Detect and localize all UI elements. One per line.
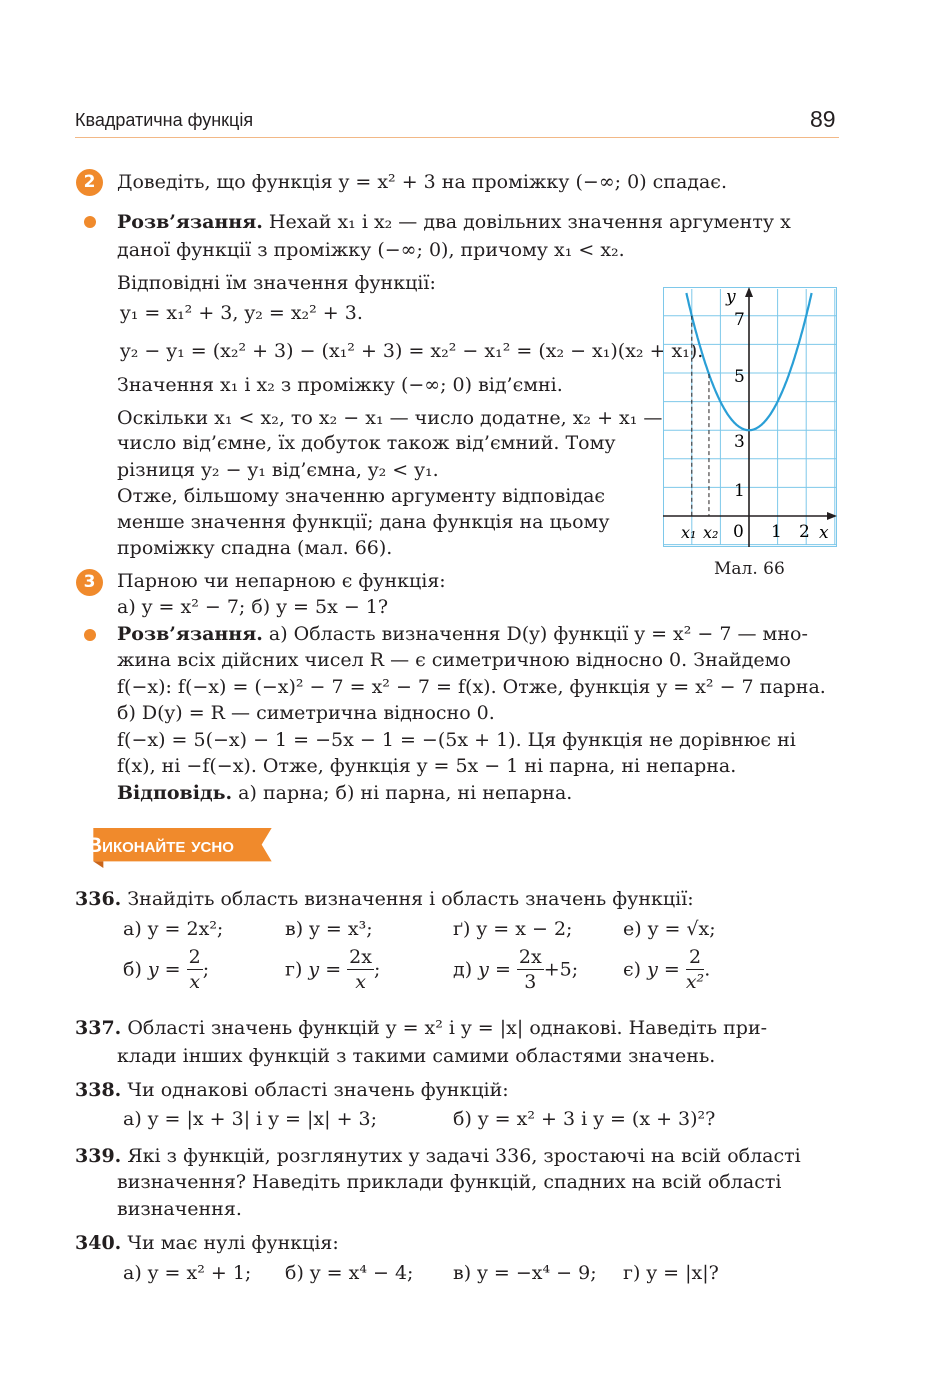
exercise-340-line-1: Чи має нулі функція: xyxy=(127,1232,339,1254)
running-header-title: Квадратична функція xyxy=(75,110,254,130)
solution-line-3: Відповідні їм значення функції: xyxy=(117,272,436,294)
ex336-g-den: x xyxy=(355,971,366,993)
ex336-b-label: б) xyxy=(123,958,142,981)
parabola-figure xyxy=(663,287,837,547)
solution-label: Розв’язання. xyxy=(117,211,263,233)
example-statement: Доведіть, що функція y = x² + 3 на проміжку (−∞; 0) спадає. xyxy=(117,171,727,193)
ex336-v: в) y = x³; xyxy=(285,918,373,940)
ex336-d-den: 3 xyxy=(524,971,537,993)
example3-line-3: f(−x): f(−x) = (−x)² − 7 = x² − 7 = f(x). Отже, функція y = x² − 7 парна. xyxy=(117,676,826,698)
exercise-337 xyxy=(75,1015,767,1041)
example3-statement-1: Парною чи непарною є функція: xyxy=(117,570,446,592)
ex336-g-num: 2x xyxy=(349,946,372,968)
example3-line-5: f(−x) = 5(−x) − 1 = −5x − 1 = −(5x + 1). Ця функція не дорівнює ні xyxy=(117,729,796,751)
ex336-ye-fraction xyxy=(686,945,704,994)
solution-line-7: Оскільки x₁ < x₂, то x₂ − x₁ — число додатне, x₂ + x₁ — xyxy=(117,407,663,429)
ex336-g: г) y = $\frac{2x}{x}$ ; xyxy=(285,946,381,993)
x-tick-1: 1 xyxy=(771,522,782,542)
exercise-number-337: 337. xyxy=(75,1017,122,1039)
ex336-e: е) y = √x; xyxy=(623,918,716,940)
solution-line-9: різниця y₂ − y₁ від’ємна, y₂ < y₁. xyxy=(117,459,439,481)
ex336-b-fraction xyxy=(187,945,203,994)
ex336-ye-label: є) xyxy=(623,958,642,981)
figure-axes xyxy=(663,287,837,547)
y-tick-1: 1 xyxy=(734,481,745,501)
ex336-b-num: 2 xyxy=(188,946,201,968)
exercise-336 xyxy=(75,886,694,912)
ex336-d: д) y = $\frac{2x}{3}$ +5; xyxy=(453,946,579,993)
figure-caption: Мал. 66 xyxy=(714,559,785,579)
ex336-d-tail: +5; xyxy=(543,958,579,981)
solution-line-11: менше значення функції; дана функція на цьому xyxy=(117,511,610,533)
origin-label: 0 xyxy=(733,522,744,542)
solution-text: Нехай x₁ і x₂ — два довільних значення аргументу x xyxy=(268,211,791,233)
ex338-a: а) y = |x + 3| і y = |x| + 3; xyxy=(123,1108,378,1130)
solution-line-1 xyxy=(117,209,791,235)
solution-line-5: y₂ − y₁ = (x₂² + 3) − (x₁² + 3) = x₂² − x₁² = (x₂ − x₁)(x₂ + x₁). xyxy=(120,340,704,362)
ex336-a: а) y = 2x²; xyxy=(123,918,224,940)
ex336-b: б) y = $\frac{2}{x}$ ; xyxy=(123,946,210,993)
exercise-number-339: 339. xyxy=(75,1145,122,1167)
ex340-v: в) y = −x⁴ − 9; xyxy=(453,1262,597,1284)
figure-frame xyxy=(664,288,837,547)
example3-answer xyxy=(117,780,572,806)
solution-line-12: проміжку спадна (мал. 66). xyxy=(117,537,393,559)
ex336-d-fraction xyxy=(517,945,544,994)
example-badge: 2 xyxy=(76,169,103,196)
exercise-338 xyxy=(75,1077,509,1103)
exercise-339 xyxy=(75,1143,801,1169)
ex336-g-prime: ґ) y = x − 2; xyxy=(453,918,573,940)
ex340-b: б) y = x⁴ − 4; xyxy=(285,1262,414,1284)
ex336-d-label: д) xyxy=(453,958,473,981)
solution-line-2: даної функції з проміжку (−∞; 0), причому x₁ < x₂. xyxy=(117,239,625,261)
ex336-ye-den: x² xyxy=(685,971,705,993)
example3-line-6: f(x), ні −f(−x). Отже, функція y = 5x − 1 ні парна, ні непарна. xyxy=(117,755,737,777)
page-number: 89 xyxy=(810,106,836,132)
solution-text-3: а) Область визначення D(y) функції y = x² − 7 — мно- xyxy=(268,623,808,645)
solution-label-3: Розв’язання. xyxy=(117,623,263,645)
x-axis-label: x xyxy=(819,523,829,543)
example-badge-3: 3 xyxy=(76,569,103,596)
x2-label: x₂ xyxy=(703,523,719,542)
ex340-g: г) y = |x|? xyxy=(623,1262,719,1284)
ex336-ye: є) y = $\frac{2}{\text{x²}}$ . xyxy=(623,946,711,993)
answer-label: Відповідь. xyxy=(117,782,233,804)
exercise-text: Знайдіть область визначення і область значень функції: xyxy=(127,888,694,910)
y-tick-5: 5 xyxy=(734,367,745,387)
example3-line-1 xyxy=(117,621,808,647)
ex336-b-den: x xyxy=(189,971,201,993)
solution-bullet xyxy=(84,216,96,228)
x-tick-2: 2 xyxy=(799,522,810,542)
ex336-ye-num: 2 xyxy=(686,945,704,970)
x1-label: x₁ xyxy=(681,523,697,542)
y-axis-label: y xyxy=(726,287,736,307)
solution-bullet-3 xyxy=(84,629,96,641)
exercise-337-line-1: Області значень функцій y = x² і y = |x| однакові. Наведіть при- xyxy=(127,1017,768,1039)
solution-line-4: y₁ = x₁² + 3, y₂ = x₂² + 3. xyxy=(120,302,363,324)
exercise-number: 336. xyxy=(75,888,122,910)
solution-line-6: Значення x₁ і x₂ з проміжку (−∞; 0) від’ємні. xyxy=(117,374,563,396)
answer-text: а) парна; б) ні парна, ні непарна. xyxy=(238,782,573,804)
figure-grid xyxy=(663,287,837,546)
exercise-338-line-1: Чи однакові області значень функцій: xyxy=(127,1079,509,1101)
solution-line-8: число від’ємне, їх добуток також від’ємний. Тому xyxy=(117,432,616,454)
example3-line-4: б) D(y) = R — симетрична відносно 0. xyxy=(117,702,495,724)
exercise-339-line-3: визначення. xyxy=(117,1198,242,1220)
header-rule xyxy=(75,137,839,138)
ex338-b: б) y = x² + 3 і y = (x + 3)²? xyxy=(453,1108,716,1130)
exercise-339-line-1: Які з функцій, розглянутих у задачі 336, зростаючі на всій області xyxy=(127,1145,801,1167)
section-banner-text: Виконайте усно xyxy=(87,834,234,857)
example3-statement-2: а) y = x² − 7; б) y = 5x − 1? xyxy=(117,596,389,618)
x-axis-arrow xyxy=(827,512,837,520)
exercise-339-line-2: визначення? Наведіть приклади функцій, спадних на всій області xyxy=(117,1171,782,1193)
y-tick-7: 7 xyxy=(734,310,745,330)
ex336-g-fraction xyxy=(347,945,374,994)
exercise-number-340: 340. xyxy=(75,1232,122,1254)
solution-line-10: Отже, більшому значенню аргументу відповідає xyxy=(117,485,606,507)
y-tick-3: 3 xyxy=(734,432,745,452)
exercise-337-line-2: клади інших функцій з такими самими областями значень. xyxy=(117,1045,716,1067)
ex340-a: а) y = x² + 1; xyxy=(123,1262,252,1284)
ex336-d-num: 2x xyxy=(518,946,542,968)
y-axis-arrow xyxy=(745,287,753,297)
ex336-g-label: г) xyxy=(285,958,303,981)
exercise-number-338: 338. xyxy=(75,1079,122,1101)
exercise-340 xyxy=(75,1230,339,1256)
example3-line-2: жина всіх дійсних чисел R — є симетричною відносно 0. Знайдемо xyxy=(117,649,791,671)
